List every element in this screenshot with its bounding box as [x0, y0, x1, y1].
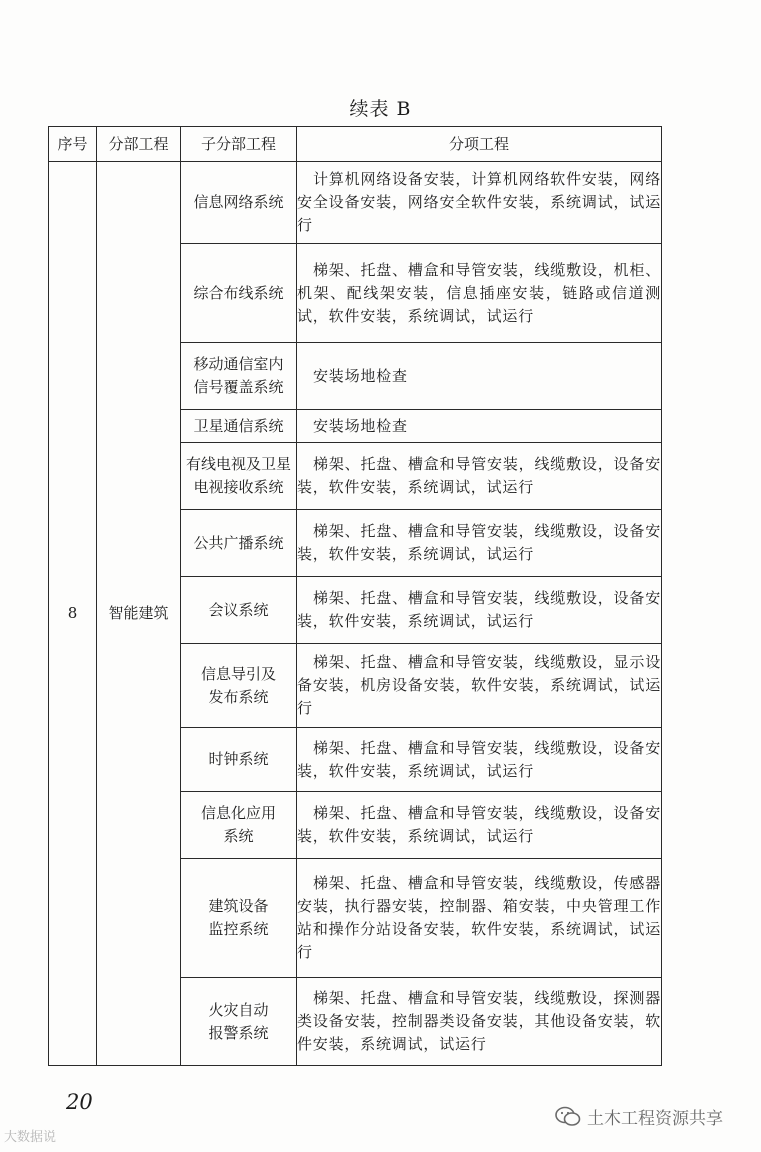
item-text: 安装场地检查 — [313, 416, 408, 435]
item-cell — [297, 644, 662, 728]
item-cell — [297, 577, 662, 644]
item-text: 梯架、托盘、槽盒和导管安装，线缆敷设，设备安装，软件安装，系统调试，试运行 — [297, 738, 661, 780]
header-subdivision: 子分部工程 — [181, 127, 297, 162]
header-item: 分项工程 — [297, 127, 662, 162]
item-cell — [297, 162, 662, 244]
subdivision-cell: 信息网络系统 — [181, 162, 297, 244]
page-number: 20 — [66, 1090, 93, 1114]
subdivision-cell: 公共广播系统 — [181, 510, 297, 577]
division-name: 智能建筑 — [97, 162, 181, 1066]
header-row — [49, 127, 662, 162]
subdivision-cell — [181, 343, 297, 410]
item-cell — [297, 978, 662, 1066]
item-text: 梯架、托盘、槽盒和导管安装，线缆敷设，设备安装，软件安装，系统调试，试运行 — [297, 589, 661, 630]
item-text: 梯架、托盘、槽盒和导管安装，线缆敷设，传感器安装，执行器安装，控制器、箱安装，中央管理工作站和操作分站设备安装，软件安装，系统调试，试运行 — [297, 874, 661, 961]
subdivision-cell: 时钟系统 — [181, 728, 297, 792]
item-cell — [297, 859, 662, 978]
subdivision-text: 移动通信室内信号覆盖系统 — [193, 355, 284, 396]
subdivision-cell — [181, 443, 297, 510]
item-cell — [297, 728, 662, 792]
item-text: 梯架、托盘、槽盒和导管安装，线缆敷设，设备安装，软件安装，系统调试，试运行 — [297, 522, 661, 563]
subdivision-cell — [181, 644, 297, 728]
item-cell — [297, 510, 662, 577]
subdivision-cell: 会议系统 — [181, 577, 297, 644]
spec-table — [48, 126, 662, 1066]
item-text: 梯架、托盘、槽盒和导管安装，线缆敷设，机柜、机架、配线架安装，信息插座安装，链路或信道测试，软件安装，系统调试，试运行 — [297, 260, 661, 325]
item-text: 计算机网络设备安装，计算机网络软件安装，网络安全设备安装，网络安全软件安装，系统调试，试运行 — [297, 170, 661, 234]
subdivision-cell — [181, 792, 297, 859]
row-number: 8 — [49, 162, 97, 1066]
header-division: 分部工程 — [97, 127, 181, 162]
subdivision-text: 建筑设备监控系统 — [208, 897, 269, 938]
header-no: 序号 — [49, 127, 97, 162]
subdivision-text: 信息化应用系统 — [200, 804, 276, 845]
item-cell — [297, 410, 662, 443]
item-text: 安装场地检查 — [313, 366, 408, 385]
watermark-left: 大数据说 — [4, 1130, 57, 1145]
subdivision-text: 火灾自动报警系统 — [208, 1000, 269, 1042]
item-text: 梯架、托盘、槽盒和导管安装，线缆敷设，显示设备安装，机房设备安装，软件安装，系统调试，试运行 — [297, 653, 661, 717]
item-text: 梯架、托盘、槽盒和导管安装，线缆敷设，设备安装，软件安装，系统调试，试运行 — [297, 455, 661, 496]
item-cell — [297, 792, 662, 859]
item-text: 梯架、托盘、槽盒和导管安装，线缆敷设，设备安装，软件安装，系统调试，试运行 — [297, 804, 661, 845]
item-cell — [297, 443, 662, 510]
table-row — [49, 162, 662, 244]
watermark-right-text: 土木工程资源共享 — [587, 1109, 723, 1129]
watermark-right — [555, 1104, 723, 1129]
subdivision-cell — [181, 978, 297, 1066]
table-title: 续表 B — [349, 98, 412, 120]
item-cell — [297, 244, 662, 343]
wechat-icon — [555, 1106, 581, 1128]
item-cell — [297, 343, 662, 410]
subdivision-cell: 综合布线系统 — [181, 244, 297, 343]
subdivision-cell: 卫星通信系统 — [181, 410, 297, 443]
subdivision-text: 有线电视及卫星电视接收系统 — [185, 455, 291, 496]
subdivision-cell — [181, 859, 297, 978]
subdivision-text: 信息导引及发布系统 — [200, 664, 276, 706]
item-text: 梯架、托盘、槽盒和导管安装，线缆敷设，探测器类设备安装，控制器类设备安装，其他设备安装，软件安装，系统调试，试运行 — [297, 989, 661, 1053]
